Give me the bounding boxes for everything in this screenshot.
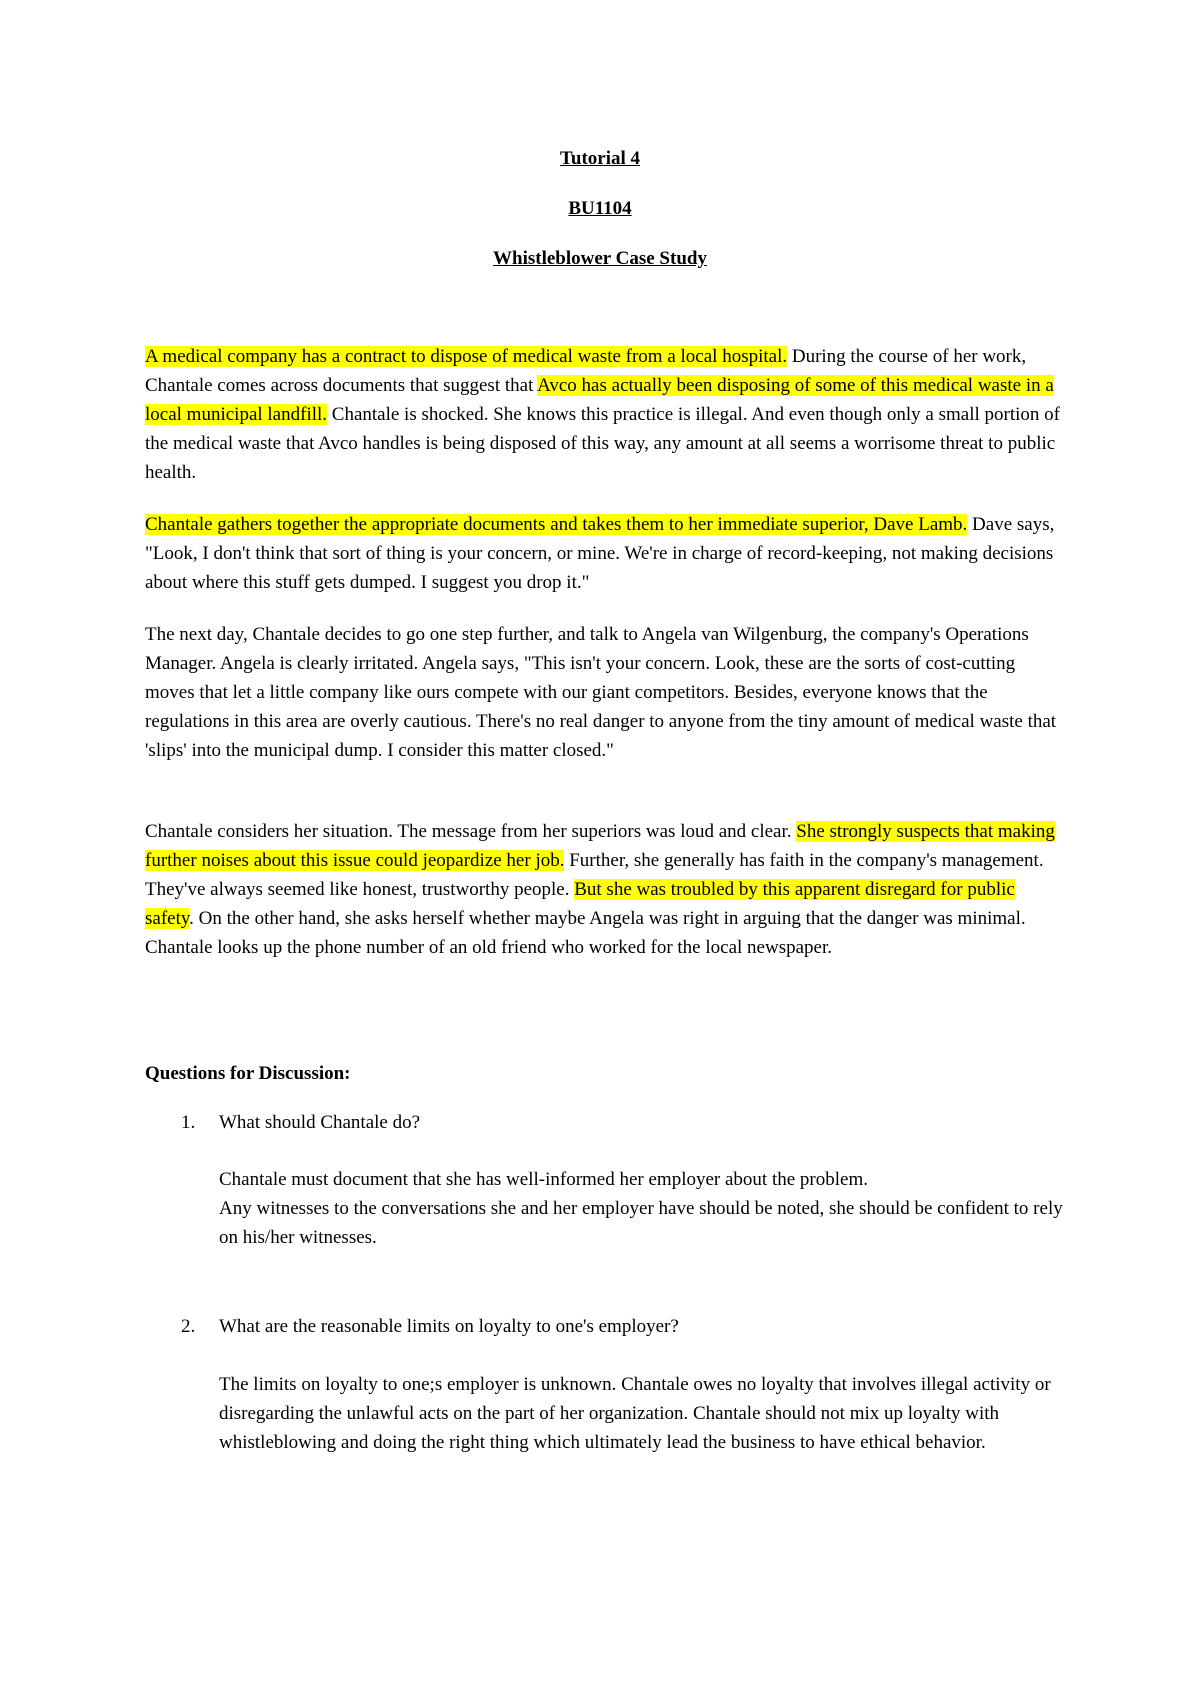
tutorial-title: Tutorial 4: [559, 148, 641, 169]
answer-block: [219, 1370, 1079, 1457]
paragraph-text: Chantale considers her situation. The message from her superiors was loud and clear.: [145, 821, 797, 842]
case-paragraph-3: The next day, Chantale decides to go one step further, and talk to Angela van Wilgenburg, the company's Operations Manager. Angela is clearly irritated. Angela says, "This isn't your concern. Look, these are the sorts of cost-cutting moves that let a little company like ours compete with our giant competitors. Besides, everyone knows that the regulations in this area are overly cautious. There's no real danger to anyone from the tiny amount of medical waste that 'slips' into the municipal dump. I consider this matter closed.": [145, 624, 1057, 761]
highlighted-text: Chantale gathers together the appropriate documents and takes them to her immediate superior, Dave Lamb.: [145, 514, 968, 535]
paragraph-text: Further, she generally has faith in the company's management. They've always seemed like honest, trustworthy people.: [145, 850, 1044, 900]
answer-line: Any witnesses to the conversations she and her employer have should be noted, she should be confident to rely on his/her witnesses.: [219, 1198, 1063, 1248]
case-study-title: Whistleblower Case Study: [493, 248, 707, 269]
paragraph-text: . On the other hand, she asks herself whether maybe Angela was right in arguing that the danger was minimal. Chantale looks up the phone number of an old friend who worked for the local newspaper.: [145, 908, 1026, 958]
questions-heading: Questions for Discussion:: [145, 1063, 351, 1084]
question-number: 1.: [181, 1112, 196, 1133]
paragraph-text: Chantale is shocked. She knows this practice is illegal. And even though only a small portion of the medical waste that Avco handles is being disposed of this way, any amount at all seems a worrisome threat to public health.: [145, 404, 1060, 483]
paragraph-text: Dave says, "Look, I don't think that sort of thing is your concern, or mine. We're in charge of record-keeping, not making decisions about where this stuff gets dumped. I suggest you drop it.": [145, 514, 1055, 593]
question-number: 2.: [181, 1316, 196, 1337]
question-text: What should Chantale do?: [219, 1112, 421, 1133]
highlighted-text: But she was troubled by this apparent disregard for public safety: [145, 879, 1015, 929]
paragraph-text: During the course of her work, Chantale comes across documents that suggest that: [145, 346, 1027, 396]
course-code: BU1104: [568, 198, 632, 219]
case-paragraph-2: [145, 510, 1065, 597]
answer-line: The limits on loyalty to one;s employer is unknown. Chantale owes no loyalty that involves illegal activity or disregarding the unlawful acts on the part of her organization. Chantale should not mix up loyalty with whistleblowing and doing the right thing which ultimately lead the business to have ethical behavior.: [219, 1374, 1051, 1453]
case-paragraph-1: [145, 342, 1065, 487]
question-text: What are the reasonable limits on loyalty to one's employer?: [219, 1316, 679, 1337]
highlighted-text: Avco has actually been disposing of some of this medical waste in a local municipal landfill.: [145, 375, 1054, 425]
answer-line: Chantale must document that she has well-informed her employer about the problem.: [219, 1169, 868, 1190]
highlighted-text: She strongly suspects that making further noises about this issue could jeopardize her job.: [145, 821, 1055, 871]
case-paragraph-4: [145, 817, 1065, 962]
highlighted-text: A medical company has a contract to dispose of medical waste from a local hospital.: [145, 346, 788, 367]
answer-block: [219, 1165, 1079, 1252]
